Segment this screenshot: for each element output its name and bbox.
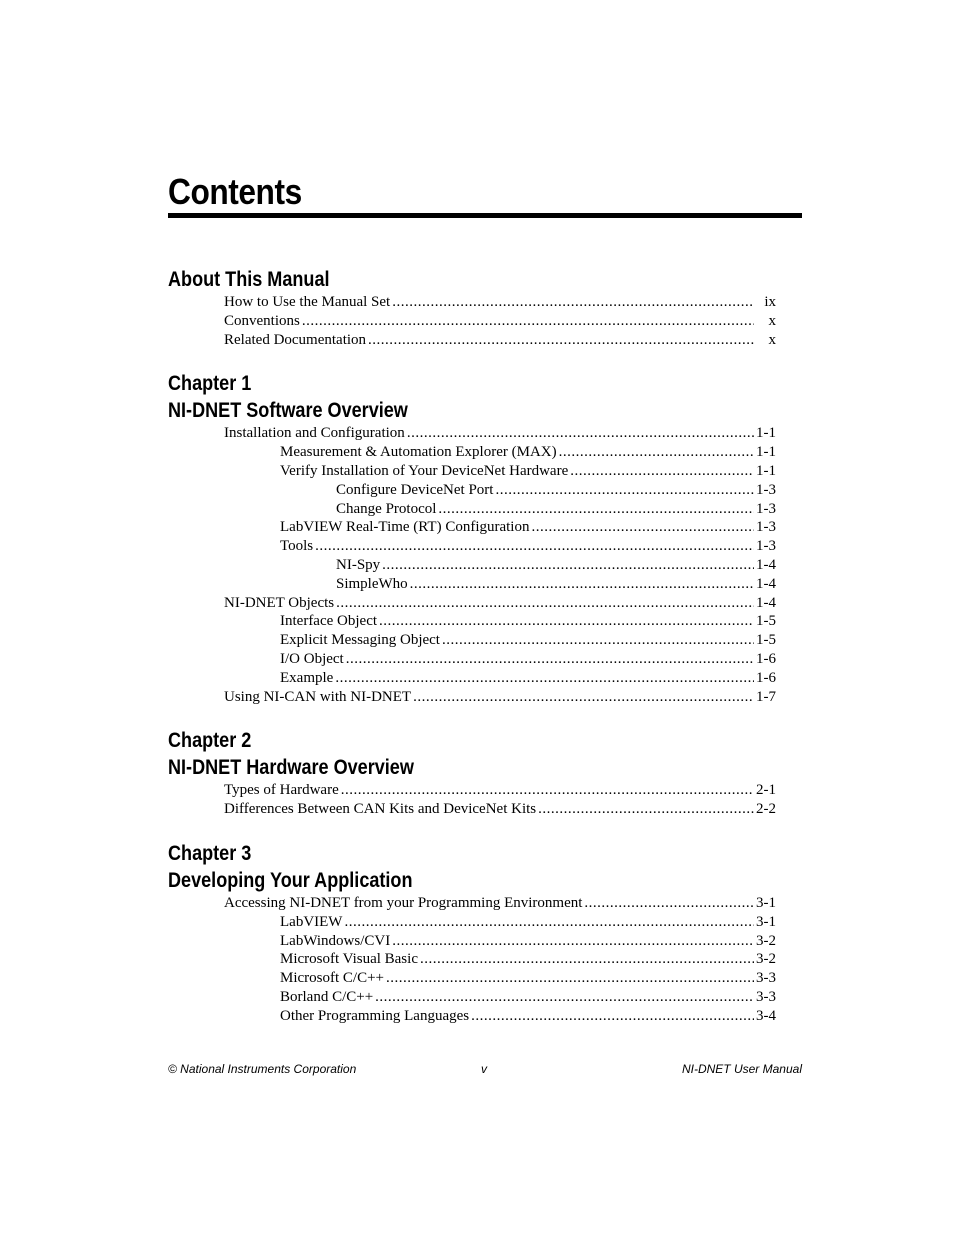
- table-of-contents: [0, 266, 954, 1026]
- dot-leader: [442, 631, 754, 650]
- toc-entry[interactable]: [0, 612, 776, 631]
- toc-entry-page: ix: [764, 294, 776, 310]
- section-heading: [0, 397, 954, 424]
- toc-entry-label: Types of Hardware: [224, 782, 339, 799]
- toc-entry[interactable]: [0, 1007, 776, 1026]
- toc-entry-page: 1-4: [756, 594, 776, 611]
- toc-entry[interactable]: [0, 331, 776, 350]
- section-heading: [0, 840, 954, 867]
- toc-entry-label: Explicit Messaging Object: [280, 632, 440, 649]
- toc-entry[interactable]: [0, 594, 776, 613]
- toc-entry-label: I/O Object: [280, 650, 344, 667]
- toc-entry-page: 1-6: [756, 669, 776, 686]
- toc-entry[interactable]: [0, 312, 776, 331]
- toc-entry-label: Related Documentation: [224, 331, 367, 348]
- toc-entry-label: LabWindows/CVI: [280, 932, 391, 949]
- dot-leader: [379, 612, 754, 631]
- toc-entry-page: 3-4: [756, 1007, 776, 1024]
- toc-entry-page: x: [768, 331, 776, 348]
- toc-entry[interactable]: [0, 500, 776, 519]
- toc-entry-label: SimpleWho: [336, 575, 408, 592]
- toc-entry-page: 1-4: [756, 575, 776, 592]
- dot-leader: [386, 969, 754, 988]
- toc-entry[interactable]: [0, 424, 776, 443]
- toc-entry[interactable]: [0, 950, 776, 969]
- toc-entry-label: Conventions: [224, 312, 300, 329]
- dot-leader: [302, 312, 754, 331]
- dot-leader: [438, 500, 754, 519]
- toc-entry-page: 1-5: [756, 632, 776, 649]
- toc-entry-page: 2-1: [756, 782, 776, 799]
- section-heading: [0, 266, 954, 293]
- toc-entry-label: Other Programming Languages: [280, 1007, 470, 1024]
- toc-entry[interactable]: [0, 669, 776, 688]
- section-heading: [0, 867, 954, 894]
- toc-entry-page: 1-6: [756, 650, 776, 667]
- dot-leader: [420, 950, 754, 969]
- dot-leader: [495, 481, 754, 500]
- toc-entry-page: 1-3: [756, 481, 776, 498]
- dot-leader: [336, 594, 754, 613]
- toc-entry-label: Borland C/C++: [280, 988, 374, 1005]
- dot-leader: [584, 894, 754, 913]
- toc-entry[interactable]: [0, 688, 776, 707]
- title-rule: [168, 213, 802, 218]
- section-heading-text: About This Manual: [168, 268, 330, 291]
- section-heading: [0, 754, 954, 781]
- toc-entry-label: LabVIEW Real-Time (RT) Configuration: [280, 519, 530, 536]
- toc-entry-page: 1-7: [756, 688, 776, 705]
- toc-entry-page: 2-2: [756, 801, 776, 818]
- dot-leader: [413, 688, 754, 707]
- toc-entry[interactable]: [0, 650, 776, 669]
- toc-entry[interactable]: [0, 969, 776, 988]
- footer-copyright: © National Instruments Corporation: [168, 1062, 357, 1076]
- dot-leader: [410, 575, 754, 594]
- toc-entry-label: Accessing NI-DNET from your Programming Environment: [224, 894, 583, 911]
- toc-entry-label: Tools: [280, 538, 314, 555]
- dot-leader: [407, 424, 754, 443]
- dot-leader: [341, 781, 754, 800]
- toc-entry[interactable]: [0, 518, 776, 537]
- toc-entry[interactable]: [0, 631, 776, 650]
- toc-entry-label: Example: [280, 669, 334, 686]
- toc-entry-page: 3-3: [756, 970, 776, 987]
- toc-entry-label: NI-Spy: [336, 556, 381, 573]
- section-heading-text: Chapter 2: [168, 729, 252, 753]
- toc-entry-page: 3-2: [756, 951, 776, 968]
- dot-leader: [538, 800, 754, 819]
- dot-leader: [375, 988, 754, 1007]
- toc-entry-label: Using NI-CAN with NI-DNET: [224, 688, 412, 705]
- toc-entry-page: 1-1: [756, 462, 776, 479]
- toc-entry[interactable]: [0, 781, 776, 800]
- toc-entry-page: 3-3: [756, 988, 776, 1005]
- toc-entry-page: 3-1: [756, 894, 776, 911]
- toc-entry-page: 1-3: [756, 519, 776, 536]
- toc-entry-label: Interface Object: [280, 613, 378, 630]
- dot-leader: [392, 293, 754, 312]
- toc-entry-label: NI-DNET Objects: [224, 594, 335, 611]
- section-heading-text: NI-DNET Hardware Overview: [168, 756, 414, 780]
- toc-entry-page: x: [768, 312, 776, 329]
- toc-entry-label: Change Protocol: [336, 500, 437, 517]
- page-title: Contents: [168, 171, 302, 212]
- toc-entry-label: Differences Between CAN Kits and DeviceNet Kits: [224, 801, 537, 818]
- toc-entry-label: Measurement & Automation Explorer (MAX): [280, 444, 557, 461]
- footer-manual-title: NI-DNET User Manual: [681, 1062, 802, 1076]
- toc-entry[interactable]: [0, 293, 776, 312]
- toc-entry-label: Verify Installation of Your DeviceNet Hardware: [280, 462, 569, 479]
- toc-entry-label: Installation and Configuration: [224, 425, 405, 442]
- toc-entry[interactable]: [0, 913, 776, 932]
- dot-leader: [531, 518, 754, 537]
- toc-entry-page: 1-4: [756, 556, 776, 573]
- toc-entry-page: 3-2: [756, 932, 776, 949]
- toc-entry[interactable]: [0, 462, 776, 481]
- toc-entry[interactable]: [0, 932, 776, 951]
- toc-entry[interactable]: [0, 556, 776, 575]
- dot-leader: [344, 913, 754, 932]
- toc-entry-label: Configure DeviceNet Port: [336, 481, 494, 498]
- footer-page-number: v: [481, 1062, 487, 1076]
- toc-entry[interactable]: [0, 481, 776, 500]
- toc-entry-page: 3-1: [756, 913, 776, 930]
- toc-entry-label: LabVIEW: [280, 913, 343, 930]
- dot-leader: [315, 537, 754, 556]
- dot-leader: [392, 932, 754, 951]
- section-heading-text: Chapter 3: [168, 841, 252, 865]
- section-heading: [0, 370, 954, 397]
- toc-entry-page: 1-3: [756, 500, 776, 517]
- toc-entry-page: 1-1: [756, 444, 776, 461]
- toc-entry-label: How to Use the Manual Set: [224, 294, 391, 310]
- dot-leader: [570, 462, 754, 481]
- page-footer: [168, 1062, 802, 1078]
- toc-entry-page: 1-3: [756, 538, 776, 555]
- toc-entry-page: 1-1: [756, 425, 776, 442]
- toc-entry[interactable]: [0, 894, 776, 913]
- toc-entry[interactable]: [0, 537, 776, 556]
- toc-entry-label: Microsoft C/C++: [280, 970, 385, 987]
- toc-entry-label: Microsoft Visual Basic: [280, 951, 418, 968]
- toc-entry[interactable]: [0, 800, 776, 819]
- dot-leader: [471, 1007, 754, 1026]
- section-heading: [0, 727, 954, 754]
- section-heading-text: Developing Your Application: [168, 868, 413, 892]
- toc-entry[interactable]: [0, 575, 776, 594]
- toc-entry[interactable]: [0, 443, 776, 462]
- toc-entry[interactable]: [0, 988, 776, 1007]
- toc-entry-page: 1-5: [756, 613, 776, 630]
- section-heading-text: NI-DNET Software Overview: [168, 399, 408, 423]
- section-heading-text: Chapter 1: [168, 372, 252, 396]
- dot-leader: [368, 331, 754, 350]
- dot-leader: [335, 669, 754, 688]
- dot-leader: [559, 443, 754, 462]
- dot-leader: [346, 650, 754, 669]
- dot-leader: [382, 556, 754, 575]
